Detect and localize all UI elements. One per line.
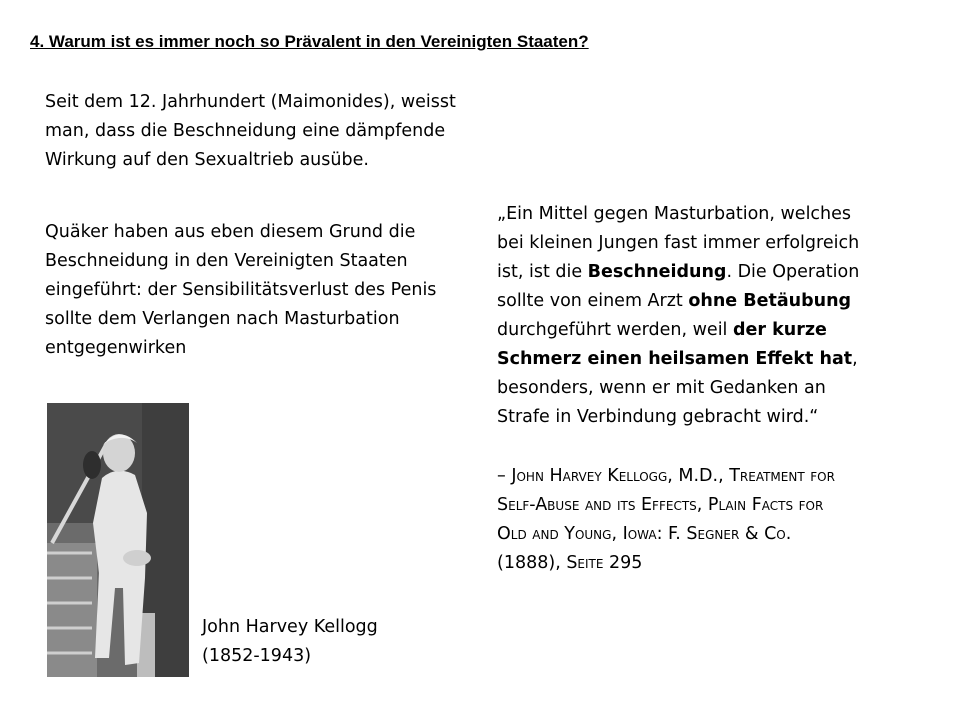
quote-emphasis: der kurze	[733, 320, 827, 340]
quote-text: durchgeführt werden, weil	[497, 320, 733, 340]
text-line: man, dass die Beschneidung eine dämpfende	[45, 121, 446, 141]
text-line: Beschneidung in den Vereinigten Staaten	[45, 251, 408, 271]
quote-line: „Ein Mittel gegen Masturbation, welches	[497, 204, 852, 224]
citation-line: (1888), Seite 295	[497, 553, 643, 573]
text-line: Seit dem 12. Jahrhundert (Maimonides), weisst	[45, 92, 456, 112]
quote-line: bei kleinen Jungen fast immer erfolgreich	[497, 233, 860, 253]
kellogg-portrait-photo	[47, 403, 189, 677]
quote-line	[497, 287, 927, 316]
quote-text: ,	[852, 349, 858, 369]
slide-title: 4. Warum ist es immer noch so Prävalent in den Vereinigten Staaten?	[30, 32, 589, 51]
paragraph-quakers	[45, 218, 485, 363]
caption-years: (1852-1943)	[202, 646, 312, 666]
quote-line	[497, 258, 927, 287]
quote-line	[497, 316, 927, 345]
kellogg-quote	[497, 200, 927, 432]
text-line: entgegenwirken	[45, 338, 187, 358]
quote-text: ist, ist die	[497, 262, 588, 282]
text-line: eingeführt: der Sensibilitätsverlust des Penis	[45, 280, 437, 300]
citation-line: Old and Young, Iowa: F. Segner & Co.	[497, 524, 792, 544]
caption-name: John Harvey Kellogg	[202, 617, 378, 637]
quote-citation	[497, 462, 927, 578]
text-line: sollte dem Verlangen nach Masturbation	[45, 309, 400, 329]
quote-line: besonders, wenn er mit Gedanken an	[497, 378, 826, 398]
quote-text: sollte von einem Arzt	[497, 291, 689, 311]
citation-line: Self-Abuse and its Effects, Plain Facts for	[497, 495, 824, 515]
quote-text: . Die Operation	[726, 262, 860, 282]
quote-emphasis: ohne Betäubung	[688, 291, 852, 311]
paragraph-maimonides	[45, 88, 525, 175]
text-line: Quäker haben aus eben diesem Grund die	[45, 222, 416, 242]
quote-line: Strafe in Verbindung gebracht wird.“	[497, 407, 819, 427]
quote-line	[497, 345, 927, 374]
portrait-illustration	[47, 403, 189, 677]
citation-line: – John Harvey Kellogg, M.D., Treatment for	[497, 466, 835, 486]
text-line: Wirkung auf den Sexualtrieb ausübe.	[45, 150, 369, 170]
photo-caption	[202, 613, 462, 671]
quote-emphasis: Beschneidung	[587, 262, 727, 282]
quote-emphasis: Schmerz einen heilsamen Effekt hat	[497, 349, 853, 369]
